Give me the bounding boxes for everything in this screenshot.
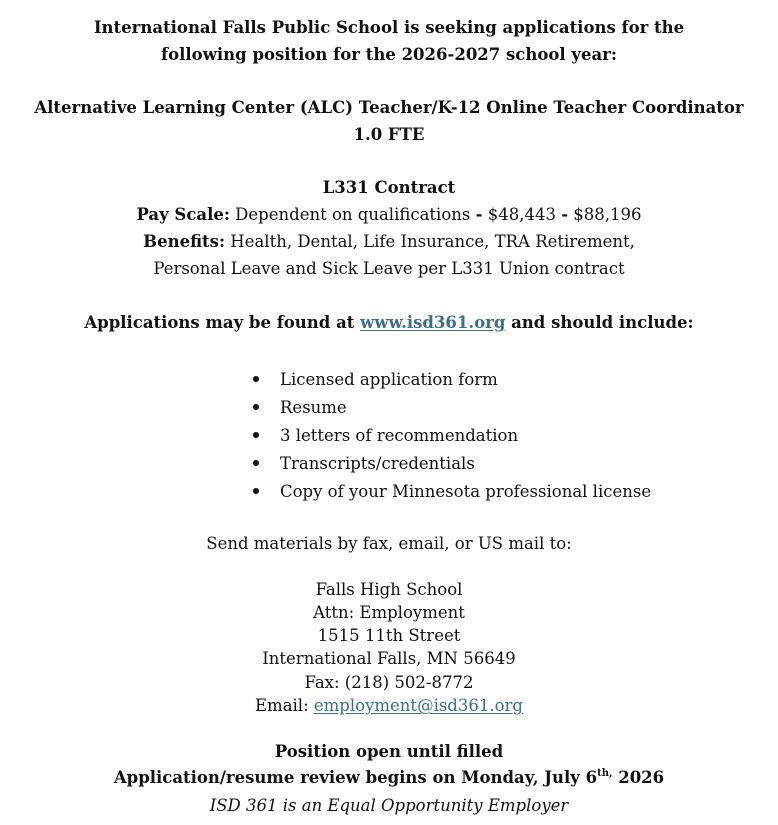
requirements-list xyxy=(251,366,651,506)
address-attn: Attn: Employment xyxy=(313,603,465,622)
list-item: Licensed application form xyxy=(251,366,651,394)
applications-line xyxy=(0,313,778,333)
header-line-1: International Falls Public School is seeking applications for the xyxy=(93,18,685,37)
address-street: 1515 11th Street xyxy=(317,626,461,645)
list-item: Transcripts/credentials xyxy=(251,450,651,478)
list-item: Resume xyxy=(251,394,651,422)
applications-suffix: and should include: xyxy=(505,313,694,332)
benefits-value: Health, Dental, Life Insurance, TRA Retirement, xyxy=(225,232,635,251)
pay-scale-line xyxy=(0,205,778,225)
eoe-statement: ISD 361 is an Equal Opportunity Employer xyxy=(209,796,569,815)
pay-high: $88,196 xyxy=(568,205,642,224)
website-link[interactable]: www.isd361.org xyxy=(360,313,506,332)
email-label: Email: xyxy=(255,696,314,715)
benefits-label: Benefits: xyxy=(143,232,226,251)
pay-low: $48,443 xyxy=(482,205,562,224)
email-line xyxy=(0,696,778,716)
review-date-line xyxy=(0,768,778,788)
address-school: Falls High School xyxy=(315,580,463,599)
pay-dash-2: - xyxy=(561,205,569,224)
email-link[interactable]: employment@isd361.org xyxy=(313,696,523,715)
position-fte: 1.0 FTE xyxy=(353,125,425,144)
pay-scale-value: Dependent on qualifications xyxy=(229,205,476,224)
list-item: Copy of your Minnesota professional license xyxy=(251,478,651,506)
pay-dash-1: - xyxy=(475,205,483,224)
review-year: 2026 xyxy=(612,768,665,787)
fax-number: Fax: (218) 502-8772 xyxy=(304,673,474,692)
review-sup: th, xyxy=(597,767,613,779)
bullet-icon xyxy=(253,432,259,438)
bullet-icon xyxy=(253,460,259,466)
applications-prefix: Applications may be found at xyxy=(84,313,361,332)
header-line-2: following position for the 2026-2027 school year: xyxy=(161,45,617,64)
pay-scale-label: Pay Scale: xyxy=(136,205,230,224)
position-open-note: Position open until filled xyxy=(274,742,504,761)
review-prefix: Application/resume review begins on Monday, July 6 xyxy=(113,768,598,787)
address-city: International Falls, MN 56649 xyxy=(262,649,516,668)
benefits-line-2: Personal Leave and Sick Leave per L331 Union contract xyxy=(153,259,625,278)
list-item: 3 letters of recommendation xyxy=(251,422,651,450)
bullet-icon xyxy=(253,488,259,494)
send-instruction: Send materials by fax, email, or US mail to: xyxy=(206,534,572,553)
contract-name: L331 Contract xyxy=(322,178,456,197)
bullet-icon xyxy=(253,376,259,382)
bullet-icon xyxy=(253,404,259,410)
position-title: Alternative Learning Center (ALC) Teacher/K-12 Online Teacher Coordinator xyxy=(34,98,744,117)
benefits-line xyxy=(0,232,778,252)
